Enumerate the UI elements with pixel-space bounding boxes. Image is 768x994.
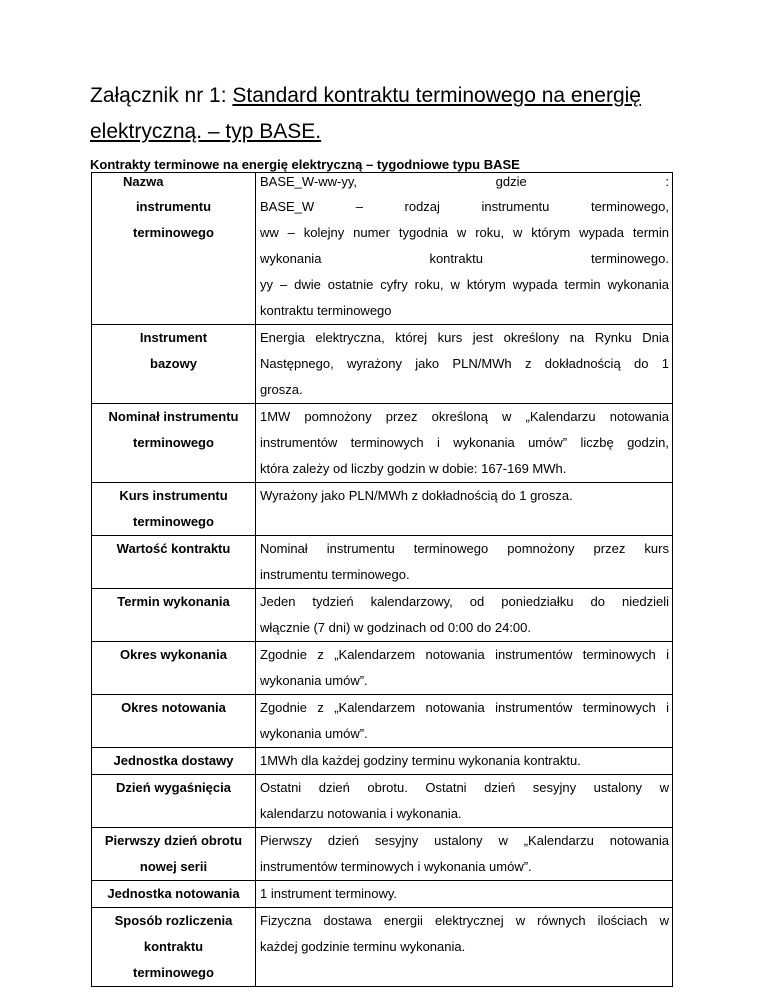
- spec-row: [92, 325, 673, 404]
- spec-label-line: kontraktu: [143, 939, 204, 954]
- spec-value-line: która zależy od liczby godzin w dobie: 167-169 MWh.: [260, 461, 567, 476]
- spec-label-line: Jednostka notowania: [107, 886, 240, 901]
- spec-label-cell: [92, 748, 256, 775]
- spec-row: [92, 642, 673, 695]
- spec-label-line: Sposób rozliczenia: [114, 913, 233, 928]
- spec-row: [92, 828, 673, 881]
- spec-value-line: grosza.: [260, 382, 303, 397]
- spec-value-line: Jeden tydzień kalendarzowy, od poniedziałku do niedzieli: [260, 594, 669, 609]
- spec-value-line: Wyrażony jako PLN/MWh z dokładnością do 1 grosza.: [260, 488, 573, 503]
- spec-value-line: kalendarzu notowania i wykonania.: [260, 806, 462, 821]
- title-underlined-line-1: Standard kontraktu terminowego na energię: [232, 84, 641, 107]
- spec-label-cell: [92, 173, 256, 325]
- spec-value-cell: [256, 828, 673, 881]
- spec-value-line: każdej godzinie terminu wykonania.: [260, 939, 466, 954]
- spec-label-cell: [92, 404, 256, 483]
- spec-row: [92, 748, 673, 775]
- spec-label-line: terminowego: [133, 514, 214, 529]
- spec-label-line: Instrument: [139, 330, 208, 345]
- spec-value-cell: [256, 642, 673, 695]
- spec-label-line: nowej serii: [139, 859, 208, 874]
- spec-label-cell: [92, 536, 256, 589]
- spec-row: [92, 908, 673, 987]
- spec-label-line: instrumentu: [135, 199, 212, 214]
- spec-label-line: bazowy: [150, 356, 197, 371]
- spec-label-cell: [92, 881, 256, 908]
- spec-value-line: BASE_W-ww-yy, gdzie :: [260, 174, 669, 189]
- title-prefix: Załącznik nr 1:: [90, 84, 233, 107]
- spec-value-line: ww – kolejny numer tygodnia w roku, w którym wypada termin: [260, 225, 669, 240]
- spec-value-line: instrumentów terminowych i wykonania umów”.: [260, 859, 532, 874]
- spec-label-line: Okres notowania: [121, 700, 226, 715]
- spec-label-line: terminowego: [133, 435, 214, 450]
- spec-value-line: wykonania kontraktu terminowego.: [260, 251, 669, 266]
- spec-label-cell: [92, 483, 256, 536]
- spec-row: [92, 404, 673, 483]
- spec-value-line: 1 instrument terminowy.: [260, 886, 398, 901]
- spec-value-line: kontraktu terminowego: [260, 303, 392, 318]
- spec-value-line: 1MWh dla każdej godziny terminu wykonania kontraktu.: [260, 753, 581, 768]
- spec-value-line: Fizyczna dostawa energii elektrycznej w równych ilościach w: [260, 913, 669, 928]
- spec-label-line: terminowego: [133, 225, 214, 240]
- spec-label-line: Wartość kontraktu: [116, 541, 231, 556]
- spec-value-line: Zgodnie z „Kalendarzem notowania instrumentów terminowych i: [260, 700, 669, 715]
- spec-label-cell: [92, 695, 256, 748]
- section-subtitle: Kontrakty terminowe na energię elektryczną – tygodniowe typu BASE: [90, 157, 520, 172]
- spec-label-line: terminowego: [133, 965, 214, 980]
- contract-spec-table-body: [92, 173, 673, 987]
- spec-value-line: instrumentów terminowych i wykonania umów” liczbę godzin,: [260, 435, 669, 450]
- spec-row: [92, 775, 673, 828]
- spec-row: [92, 536, 673, 589]
- spec-value-cell: [256, 775, 673, 828]
- spec-value-cell: [256, 483, 673, 536]
- spec-value-line: Pierwszy dzień sesyjny ustalony w „Kalendarzu notowania: [260, 833, 669, 848]
- spec-value-cell: [256, 325, 673, 404]
- spec-row: [92, 881, 673, 908]
- spec-value-cell: [256, 589, 673, 642]
- spec-label-line: Termin wykonania: [117, 594, 230, 609]
- spec-value-line: Energia elektryczna, której kurs jest określony na Rynku Dnia: [260, 330, 669, 345]
- spec-value-cell: [256, 748, 673, 775]
- spec-value-line: instrumentu terminowego.: [260, 567, 410, 582]
- spec-label-cell: [92, 325, 256, 404]
- spec-value-line: włącznie (7 dni) w godzinach od 0:00 do 24:00.: [260, 620, 532, 635]
- spec-row: [92, 695, 673, 748]
- spec-label-line: Okres wykonania: [120, 647, 227, 662]
- spec-label-line: Dzień wygaśnięcia: [116, 780, 231, 795]
- spec-row: [92, 483, 673, 536]
- spec-value-line: Następnego, wyrażony jako PLN/MWh z dokładnością do 1: [260, 356, 669, 371]
- spec-label-cell: [92, 642, 256, 695]
- spec-value-line: Zgodnie z „Kalendarzem notowania instrumentów terminowych i: [260, 647, 669, 662]
- spec-value-line: BASE_W – rodzaj instrumentu terminowego,: [260, 199, 669, 214]
- spec-value-line: wykonania umów”.: [260, 673, 368, 688]
- contract-spec-table: [91, 172, 673, 987]
- spec-row: [92, 589, 673, 642]
- spec-value-line: wykonania umów”.: [260, 726, 368, 741]
- spec-value-cell: [256, 881, 673, 908]
- title-underlined-line-2: elektryczną. – typ BASE.: [90, 120, 322, 143]
- spec-value-line: Ostatni dzień obrotu. Ostatni dzień sesyjny ustalony w: [260, 780, 669, 795]
- spec-value-cell: [256, 695, 673, 748]
- spec-value-cell: [256, 404, 673, 483]
- spec-value-cell: [256, 536, 673, 589]
- spec-value-cell: [256, 908, 673, 987]
- spec-value-cell: [256, 173, 673, 325]
- spec-value-line: Nominał instrumentu terminowego pomnożony przez kurs: [260, 541, 669, 556]
- page-title: [90, 78, 690, 150]
- spec-label-line: Jednostka dostawy: [113, 753, 234, 768]
- spec-label-cell: [92, 589, 256, 642]
- spec-label-cell: [92, 908, 256, 987]
- spec-label-line: Nazwa: [123, 174, 164, 189]
- spec-row: [92, 173, 673, 325]
- spec-label-cell: [92, 775, 256, 828]
- spec-label-line: Kurs instrumentu: [119, 488, 228, 503]
- spec-value-line: yy – dwie ostatnie cyfry roku, w którym wypada termin wykonania: [260, 277, 669, 292]
- spec-label-cell: [92, 828, 256, 881]
- spec-value-line: 1MW pomnożony przez określoną w „Kalendarzu notowania: [260, 409, 669, 424]
- spec-label-line: Pierwszy dzień obrotu: [104, 833, 243, 848]
- spec-label-line: Nominał instrumentu: [108, 409, 239, 424]
